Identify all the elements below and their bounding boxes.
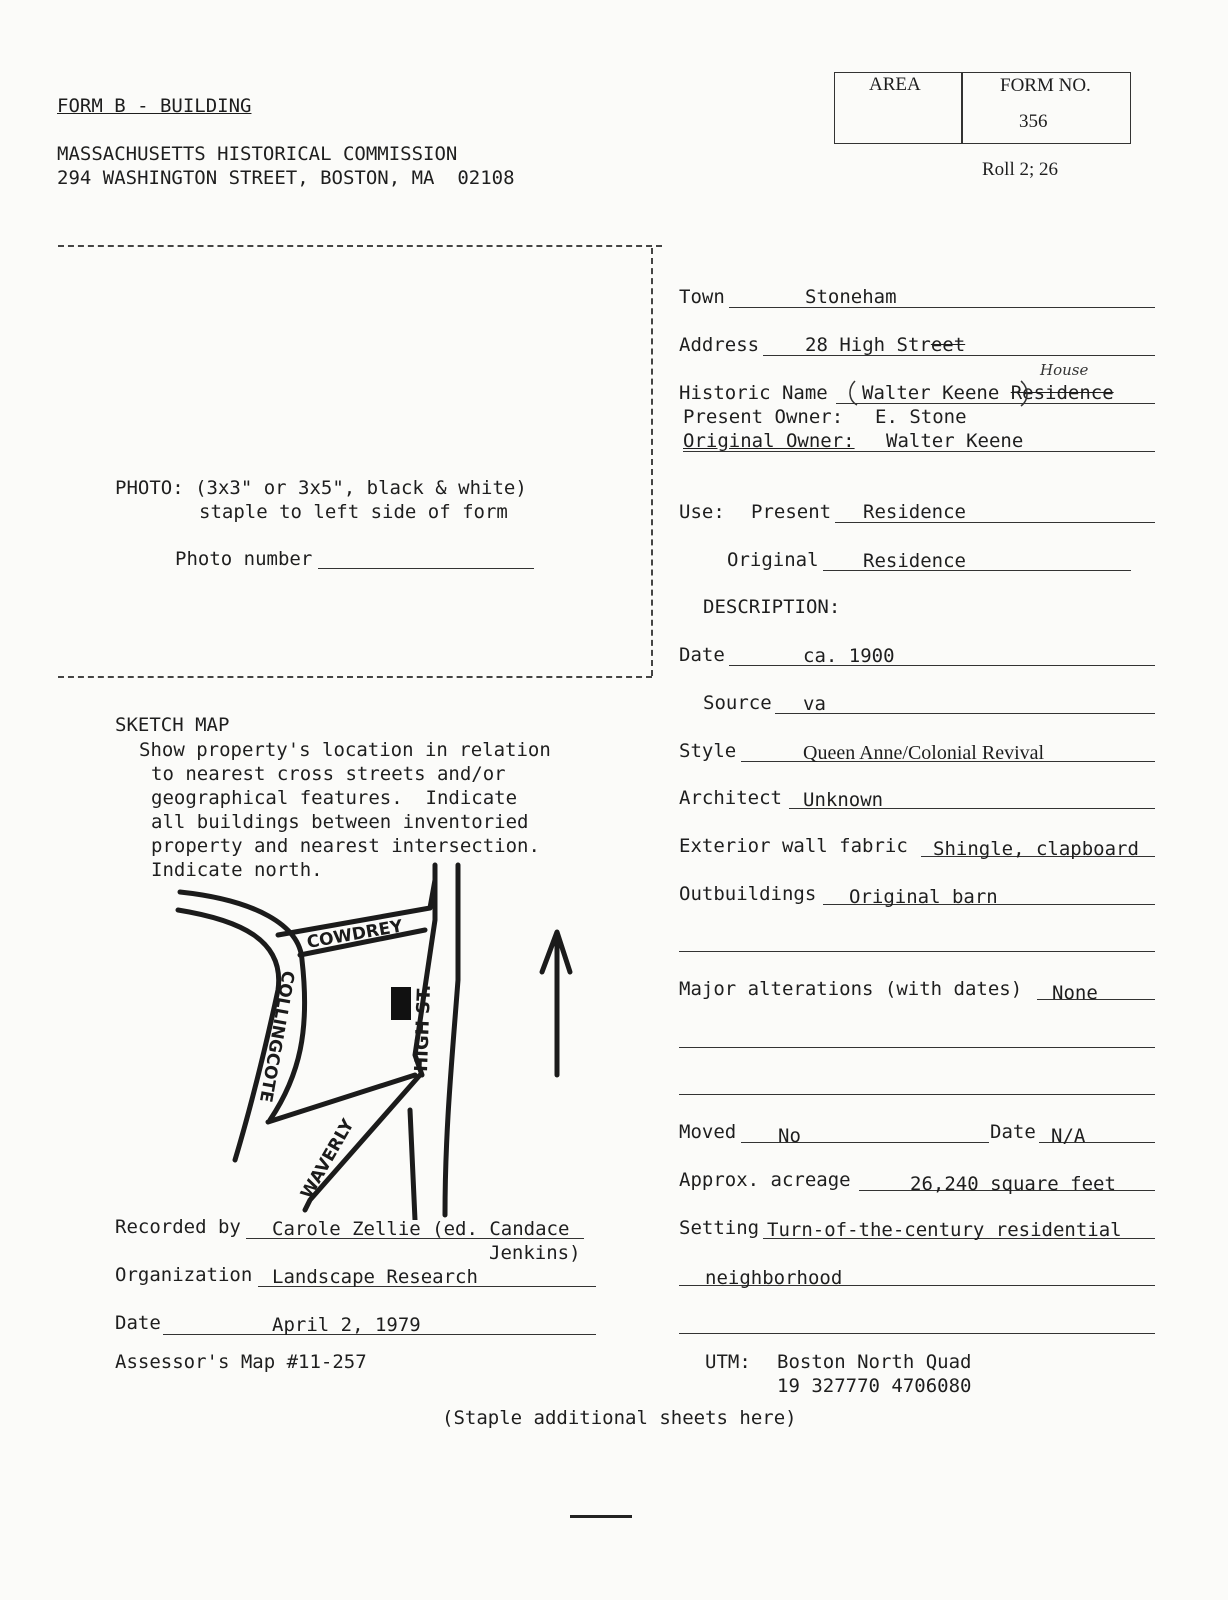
form-no-label: FORM NO. bbox=[1000, 75, 1091, 96]
use-label: Use: bbox=[679, 501, 725, 523]
use-present-value: Residence bbox=[863, 501, 966, 523]
photo-box-bottom bbox=[58, 676, 652, 678]
waverly-right bbox=[410, 1110, 415, 1220]
use-original-value: Residence bbox=[863, 550, 966, 572]
present-owner-label: Present Owner: bbox=[683, 406, 844, 428]
alterations-value: None bbox=[1052, 982, 1098, 1004]
waverly-lower bbox=[305, 1075, 420, 1210]
style-value: Queen Anne/Colonial Revival bbox=[803, 742, 1045, 764]
town-field[interactable] bbox=[729, 307, 1155, 308]
area-label: AREA bbox=[869, 74, 921, 95]
town-label: Town bbox=[679, 286, 725, 308]
date-value: ca. 1900 bbox=[803, 645, 895, 667]
form-no-value: 356 bbox=[1019, 111, 1048, 132]
historic-name-struck: Residence bbox=[1010, 382, 1114, 404]
photo-box-right bbox=[651, 248, 653, 676]
sketch-instruction-1: Show property's location in relation bbox=[139, 739, 551, 761]
alterations-label: Major alterations (with dates) bbox=[679, 978, 1023, 1000]
record-date-value: April 2, 1979 bbox=[272, 1314, 421, 1336]
town-value: Stoneham bbox=[805, 286, 897, 308]
sketch-instruction-4: all buildings between inventoried bbox=[151, 811, 529, 833]
collingcote-label: COLLINGCOTE bbox=[254, 969, 298, 1104]
photo-instruction-2: staple to left side of form bbox=[199, 501, 508, 523]
address-struck-text: eet bbox=[930, 334, 966, 356]
source-label: Source bbox=[703, 692, 772, 714]
sketch-instruction-2: to nearest cross streets and/or bbox=[151, 763, 506, 785]
alterations-field-3[interactable] bbox=[679, 1094, 1155, 1095]
original-owner-label: Original Owner: bbox=[683, 430, 855, 452]
cowdrey-label: COWDREY bbox=[305, 916, 405, 953]
photo-box-top bbox=[58, 245, 662, 247]
sketch-title: SKETCH MAP bbox=[115, 714, 230, 736]
photo-instruction-1: PHOTO: (3x3" or 3x5", black & white) bbox=[115, 477, 527, 499]
utm-label: UTM: bbox=[705, 1351, 751, 1373]
setting-value-2: neighborhood bbox=[705, 1267, 843, 1289]
setting-label: Setting bbox=[679, 1217, 760, 1239]
sketch-instruction-5: property and nearest intersection. bbox=[151, 835, 540, 857]
acreage-value: 26,240 square feet bbox=[910, 1173, 1116, 1195]
utm-value-2: 19 327770 4706080 bbox=[777, 1375, 972, 1397]
sketch-instruction-3: geographical features. Indicate bbox=[151, 787, 518, 809]
area-box bbox=[834, 72, 963, 144]
outbuildings-label: Outbuildings bbox=[679, 883, 817, 905]
commission-name: MASSACHUSETTS HISTORICAL COMMISSION bbox=[57, 143, 458, 165]
photo-number-label: Photo number bbox=[175, 548, 313, 570]
form-title: FORM B - BUILDING bbox=[57, 95, 252, 117]
date-field[interactable] bbox=[729, 665, 1155, 666]
sketch-map bbox=[160, 860, 610, 1220]
present-owner-value: E. Stone bbox=[875, 406, 967, 428]
recorded-by-label: Recorded by bbox=[115, 1216, 241, 1238]
roll-number: Roll 2; 26 bbox=[982, 159, 1059, 180]
source-value: va bbox=[803, 693, 826, 715]
organization-value: Landscape Research bbox=[272, 1266, 478, 1288]
architect-value: Unknown bbox=[803, 789, 884, 811]
date-label: Date bbox=[679, 644, 725, 666]
waverly-label: WAVERLY bbox=[297, 1115, 359, 1203]
utm-value-1: Boston North Quad bbox=[777, 1351, 972, 1373]
address-label: Address bbox=[679, 334, 760, 356]
description-label: DESCRIPTION: bbox=[703, 596, 841, 618]
moved-date-label: Date bbox=[990, 1121, 1036, 1143]
form-no-box bbox=[961, 72, 1131, 144]
source-field[interactable] bbox=[775, 713, 1155, 714]
alterations-field-2[interactable] bbox=[679, 1047, 1155, 1048]
assessor-map: Assessor's Map #11-257 bbox=[115, 1351, 367, 1373]
moved-value: No bbox=[778, 1125, 801, 1147]
wall-fabric-value: Shingle, clapboard bbox=[933, 838, 1139, 860]
building-footprint-icon bbox=[391, 987, 411, 1020]
setting-field-3[interactable] bbox=[679, 1333, 1155, 1334]
wall-fabric-label: Exterior wall fabric bbox=[679, 835, 908, 857]
historic-name-text: Walter Keene bbox=[862, 382, 1011, 404]
address-value-text: 28 High Str bbox=[805, 334, 931, 356]
style-label: Style bbox=[679, 740, 737, 762]
high-st-east bbox=[445, 865, 458, 1215]
address-value bbox=[805, 333, 965, 357]
record-date-label: Date bbox=[115, 1312, 161, 1334]
commission-address: 294 WASHINGTON STREET, BOSTON, MA 02108 bbox=[57, 167, 515, 189]
staple-note: (Staple additional sheets here) bbox=[442, 1407, 797, 1429]
photo-number-field[interactable] bbox=[318, 568, 534, 569]
organization-label: Organization bbox=[115, 1264, 253, 1286]
original-owner-value: Walter Keene bbox=[886, 430, 1024, 452]
outbuildings-value: Original barn bbox=[849, 886, 998, 908]
historic-name-label: Historic Name bbox=[679, 382, 828, 404]
use-original-label: Original bbox=[727, 549, 819, 571]
acreage-label: Approx. acreage bbox=[679, 1169, 851, 1191]
sketch-instruction-6: Indicate north. bbox=[151, 859, 323, 881]
recorded-by-value: Carole Zellie (ed. Candace bbox=[272, 1218, 570, 1240]
high-st-label: HIGH ST. bbox=[411, 984, 436, 1073]
architect-label: Architect bbox=[679, 787, 782, 809]
setting-value: Turn-of-the-century residential bbox=[767, 1219, 1122, 1241]
footer-rule bbox=[570, 1515, 632, 1518]
historic-name-circle bbox=[845, 378, 1045, 408]
collingcote-outer bbox=[178, 910, 279, 1160]
historic-name-handwritten: House bbox=[1040, 361, 1089, 379]
moved-label: Moved bbox=[679, 1121, 737, 1143]
moved-date-value: N/A bbox=[1051, 1125, 1086, 1147]
outbuildings-field-2[interactable] bbox=[679, 951, 1155, 952]
recorded-by-value-2: Jenkins) bbox=[489, 1242, 581, 1264]
use-present-label: Present bbox=[751, 501, 832, 523]
